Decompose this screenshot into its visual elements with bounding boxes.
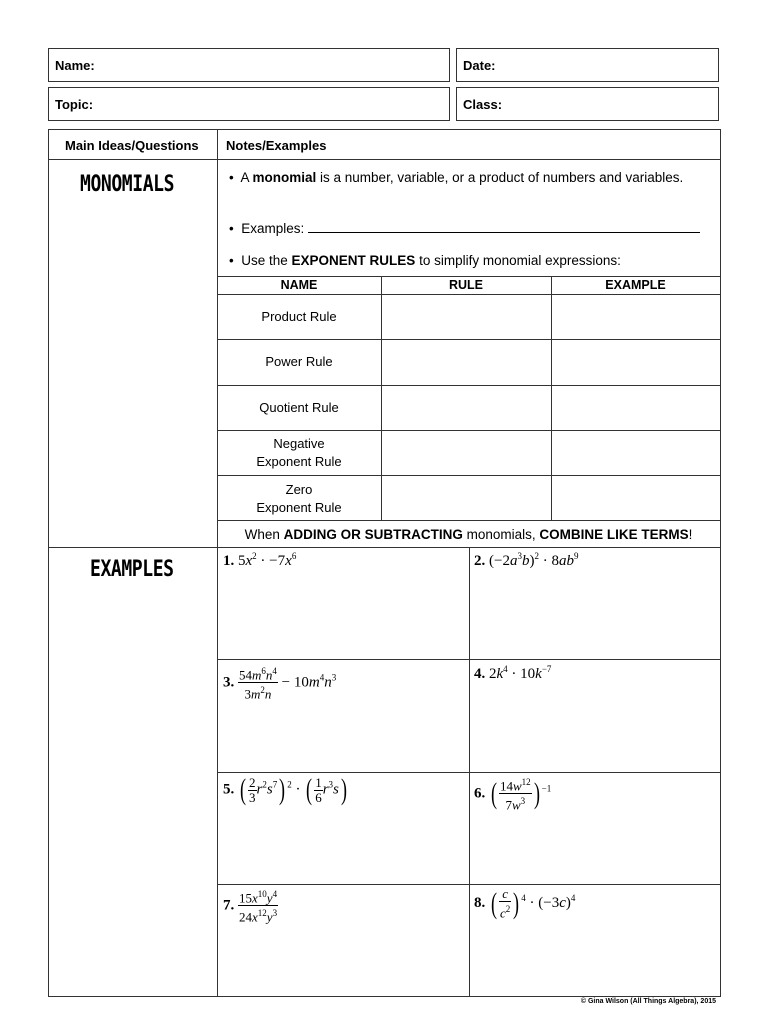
class-field[interactable]: [456, 87, 719, 121]
class-label: Class:: [463, 97, 503, 112]
example-6[interactable]: 6. ( $\frac{14w^{12}}{7w^3}$ ) $^{-1}$: [474, 776, 552, 813]
rules-header-name: NAME: [280, 278, 318, 292]
rule-name-negative-exponent: Negative Exponent Rule: [256, 436, 342, 469]
column-divider: [217, 130, 218, 996]
name-label: Name:: [55, 58, 95, 73]
copyright-footer: © Gina Wilson (All Things Algebra), 2015: [580, 998, 716, 1005]
bullet-dot-icon: •: [229, 253, 234, 268]
rules-header-example: EXAMPLE: [605, 278, 666, 292]
example-8[interactable]: 8. ( $\frac{c}{c^2}$ ) $^4 \cdot (-3c)^4$: [474, 886, 576, 921]
name-field[interactable]: [48, 48, 450, 82]
topic-label: Topic:: [55, 97, 94, 112]
example-7[interactable]: 7. $\frac{15x^{10}y^4}{24x^{12}y^3}$: [223, 889, 278, 925]
column-header-main-ideas: Main Ideas/Questions: [65, 138, 199, 153]
rule-name-power: Power Rule: [265, 354, 333, 369]
examples-title: EXAMPLES: [90, 557, 174, 582]
date-label: Date:: [463, 58, 496, 73]
column-header-notes: Notes/Examples: [226, 138, 327, 153]
date-field[interactable]: [456, 48, 719, 82]
bullet-monomial-definition: • A monomial is a number, variable, or a product of numbers and variables.: [229, 170, 684, 185]
bullet-exponent-rules: • Use the EXPONENT RULES to simplify monomial expressions:: [229, 253, 621, 268]
rule-name-quotient: Quotient Rule: [259, 400, 339, 415]
bullet-examples: • Examples:: [229, 220, 709, 238]
topic-field[interactable]: [48, 87, 450, 121]
bullet-dot-icon: •: [229, 170, 234, 185]
header-divider: [49, 159, 720, 160]
section-divider: [49, 547, 720, 548]
example-5[interactable]: 5. ( $\frac{2}{3}$ $r^2s^7$) $^2$ · ( $\frac{1}{6}$ $r^3s$): [223, 773, 347, 806]
notes-table: [48, 129, 721, 997]
example-1[interactable]: 1. $5x^2 \cdot -7x^6$: [223, 551, 297, 569]
examples-blank-line[interactable]: [308, 220, 700, 233]
rules-header-rule: RULE: [448, 278, 484, 292]
example-3[interactable]: 3. $\frac{54m^6n^4}{3m^2n}$ − $10m^4n^3$: [223, 666, 337, 702]
example-2[interactable]: 2. $(-2a^3b)^2 \cdot 8ab^9$: [474, 551, 579, 569]
rule-name-zero-exponent: Zero Exponent Rule: [256, 482, 342, 515]
example-4[interactable]: 4. $2k^4 \cdot 10k^{-7}$: [474, 664, 552, 682]
rule-name-product: Product Rule: [261, 309, 337, 324]
combine-like-terms-note: When ADDING OR SUBTRACTING monomials, COMBINE LIKE TERMS!: [244, 527, 693, 542]
bullet-dot-icon: •: [229, 221, 234, 236]
monomials-title: MONOMIALS: [80, 172, 175, 197]
